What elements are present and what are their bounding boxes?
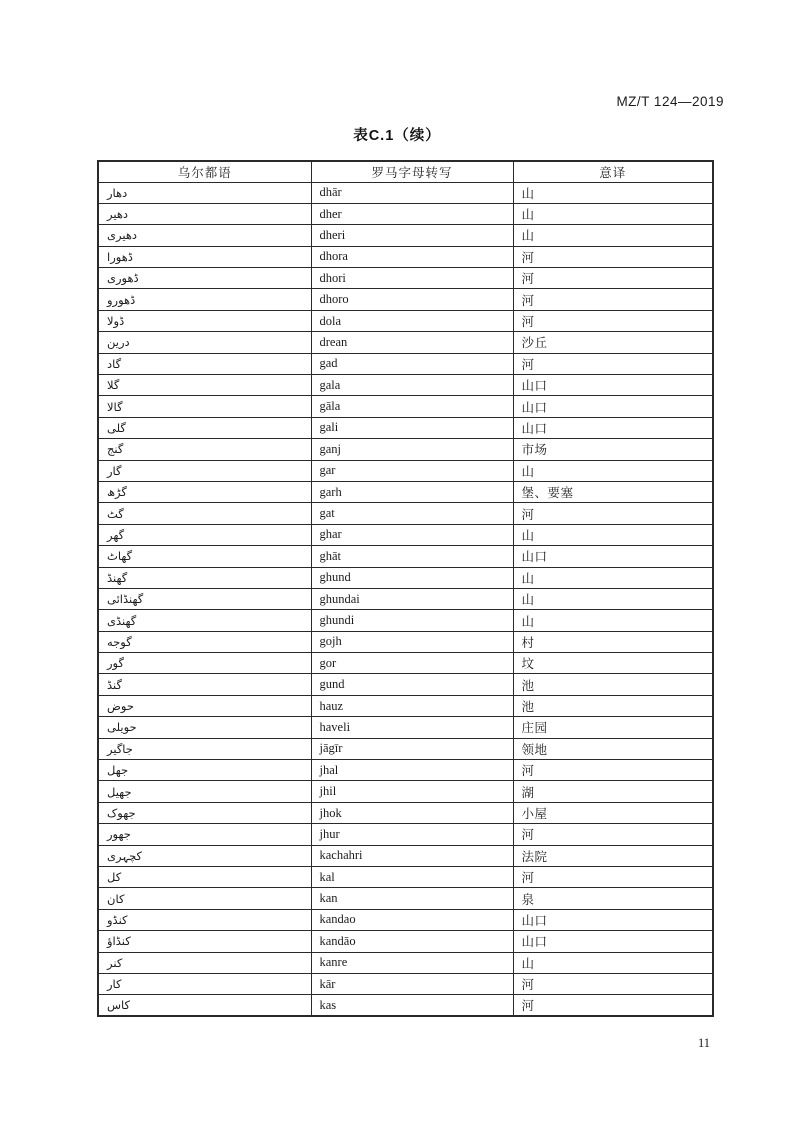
cell-roman: jhur xyxy=(311,824,513,845)
cell-meaning: 山 xyxy=(513,182,713,203)
cell-urdu: ڈولا xyxy=(98,310,311,331)
cell-roman: ghar xyxy=(311,524,513,545)
cell-meaning: 河 xyxy=(513,310,713,331)
cell-meaning: 河 xyxy=(513,867,713,888)
cell-urdu: ڈهورا xyxy=(98,246,311,267)
cell-urdu: گهر xyxy=(98,524,311,545)
cell-meaning: 村 xyxy=(513,631,713,652)
cell-roman: drean xyxy=(311,332,513,353)
cell-roman: gund xyxy=(311,674,513,695)
cell-meaning: 山口 xyxy=(513,931,713,952)
cell-roman: ghāt xyxy=(311,546,513,567)
table-row xyxy=(98,396,713,417)
standard-number: MZ/T 124—2019 xyxy=(616,94,724,109)
table-row xyxy=(98,588,713,609)
cell-meaning: 法院 xyxy=(513,845,713,866)
cell-urdu: حوض xyxy=(98,695,311,716)
cell-meaning: 河 xyxy=(513,973,713,994)
table-row xyxy=(98,674,713,695)
cell-roman: dher xyxy=(311,203,513,224)
cell-urdu: گهاٹ xyxy=(98,546,311,567)
table-row xyxy=(98,845,713,866)
cell-roman: kandao xyxy=(311,909,513,930)
cell-meaning: 河 xyxy=(513,246,713,267)
cell-meaning: 山 xyxy=(513,203,713,224)
cell-meaning: 河 xyxy=(513,353,713,374)
cell-roman: garh xyxy=(311,481,513,502)
table-row xyxy=(98,888,713,909)
cell-meaning: 领地 xyxy=(513,738,713,759)
cell-meaning: 泉 xyxy=(513,888,713,909)
cell-meaning: 河 xyxy=(513,503,713,524)
table-row xyxy=(98,867,713,888)
cell-urdu: جهل xyxy=(98,760,311,781)
cell-urdu: کنڈاؤ xyxy=(98,931,311,952)
table-row xyxy=(98,567,713,588)
table-row xyxy=(98,610,713,631)
cell-urdu: گڑھ xyxy=(98,481,311,502)
table-row xyxy=(98,310,713,331)
cell-urdu: جاگير xyxy=(98,738,311,759)
cell-meaning: 河 xyxy=(513,824,713,845)
table-row xyxy=(98,781,713,802)
table-row xyxy=(98,909,713,930)
cell-urdu: کنر xyxy=(98,952,311,973)
cell-roman: gojh xyxy=(311,631,513,652)
table-row xyxy=(98,952,713,973)
cell-meaning: 山 xyxy=(513,588,713,609)
table-row xyxy=(98,546,713,567)
cell-urdu: گهنڈائى xyxy=(98,588,311,609)
cell-roman: dheri xyxy=(311,225,513,246)
cell-meaning: 山口 xyxy=(513,375,713,396)
table-row xyxy=(98,760,713,781)
cell-meaning: 山 xyxy=(513,952,713,973)
column-header-romanization: 罗马字母转写 xyxy=(311,161,513,182)
table-title: 表C.1（续） xyxy=(353,128,441,144)
cell-roman: gad xyxy=(311,353,513,374)
cell-roman: kandāo xyxy=(311,931,513,952)
cell-urdu: جهوک xyxy=(98,802,311,823)
cell-meaning: 河 xyxy=(513,268,713,289)
cell-urdu: گنج xyxy=(98,439,311,460)
table-row xyxy=(98,332,713,353)
table-row xyxy=(98,695,713,716)
cell-urdu: جهور xyxy=(98,824,311,845)
table-row xyxy=(98,973,713,994)
table-row xyxy=(98,225,713,246)
cell-roman: kanre xyxy=(311,952,513,973)
cell-urdu: دهار xyxy=(98,182,311,203)
cell-meaning: 山 xyxy=(513,567,713,588)
table-row xyxy=(98,717,713,738)
cell-urdu: کچہرى xyxy=(98,845,311,866)
table-body xyxy=(98,182,713,1016)
cell-roman: dhori xyxy=(311,268,513,289)
table-row xyxy=(98,802,713,823)
table-row xyxy=(98,353,713,374)
table-row xyxy=(98,203,713,224)
cell-roman: ghund xyxy=(311,567,513,588)
cell-urdu: ڈهورو xyxy=(98,289,311,310)
cell-urdu: گهنڈى xyxy=(98,610,311,631)
table-row xyxy=(98,182,713,203)
cell-roman: dola xyxy=(311,310,513,331)
table-row xyxy=(98,481,713,502)
cell-meaning: 山 xyxy=(513,225,713,246)
cell-meaning: 河 xyxy=(513,289,713,310)
cell-roman: ganj xyxy=(311,439,513,460)
cell-roman: dhora xyxy=(311,246,513,267)
table-row xyxy=(98,268,713,289)
cell-roman: ghundi xyxy=(311,610,513,631)
cell-meaning: 河 xyxy=(513,995,713,1016)
cell-urdu: گاد xyxy=(98,353,311,374)
cell-meaning: 山 xyxy=(513,460,713,481)
cell-urdu: گور xyxy=(98,653,311,674)
cell-roman: ghundai xyxy=(311,588,513,609)
cell-roman: jāgīr xyxy=(311,738,513,759)
table-row xyxy=(98,931,713,952)
table-row xyxy=(98,503,713,524)
cell-meaning: 山口 xyxy=(513,396,713,417)
table-row xyxy=(98,824,713,845)
glossary-table xyxy=(97,160,714,1017)
header-row xyxy=(98,161,713,182)
cell-meaning: 山 xyxy=(513,610,713,631)
column-header-urdu: 乌尔都语 xyxy=(98,161,311,182)
cell-urdu: جهيل xyxy=(98,781,311,802)
cell-urdu: کاس xyxy=(98,995,311,1016)
cell-roman: kachahri xyxy=(311,845,513,866)
cell-meaning: 山口 xyxy=(513,417,713,438)
cell-roman: jhal xyxy=(311,760,513,781)
cell-meaning: 庄园 xyxy=(513,717,713,738)
cell-roman: kas xyxy=(311,995,513,1016)
cell-roman: haveli xyxy=(311,717,513,738)
cell-roman: kan xyxy=(311,888,513,909)
table-header xyxy=(98,161,713,182)
table-row xyxy=(98,524,713,545)
cell-meaning: 河 xyxy=(513,760,713,781)
cell-urdu: گهنڈ xyxy=(98,567,311,588)
table-row xyxy=(98,460,713,481)
cell-urdu: دهير xyxy=(98,203,311,224)
column-header-meaning: 意译 xyxy=(513,161,713,182)
cell-urdu: گلى xyxy=(98,417,311,438)
cell-roman: dhoro xyxy=(311,289,513,310)
cell-meaning: 湖 xyxy=(513,781,713,802)
cell-roman: jhil xyxy=(311,781,513,802)
cell-urdu: دهيرى xyxy=(98,225,311,246)
cell-meaning: 山口 xyxy=(513,909,713,930)
cell-roman: kār xyxy=(311,973,513,994)
cell-urdu: کان xyxy=(98,888,311,909)
cell-urdu: کار xyxy=(98,973,311,994)
cell-roman: kal xyxy=(311,867,513,888)
cell-roman: gali xyxy=(311,417,513,438)
cell-roman: gāla xyxy=(311,396,513,417)
cell-roman: hauz xyxy=(311,695,513,716)
cell-urdu: کل xyxy=(98,867,311,888)
cell-urdu: گٹ xyxy=(98,503,311,524)
cell-urdu: گنڈ xyxy=(98,674,311,695)
cell-roman: gar xyxy=(311,460,513,481)
table-row xyxy=(98,246,713,267)
cell-urdu: گالا xyxy=(98,396,311,417)
table-row xyxy=(98,653,713,674)
cell-meaning: 山 xyxy=(513,524,713,545)
cell-roman: gala xyxy=(311,375,513,396)
cell-meaning: 山口 xyxy=(513,546,713,567)
table-row xyxy=(98,995,713,1016)
table-row xyxy=(98,631,713,652)
cell-meaning: 坟 xyxy=(513,653,713,674)
cell-urdu: ڈهورى xyxy=(98,268,311,289)
cell-roman: dhār xyxy=(311,182,513,203)
cell-urdu: حويلى xyxy=(98,717,311,738)
cell-meaning: 市场 xyxy=(513,439,713,460)
cell-meaning: 沙丘 xyxy=(513,332,713,353)
cell-urdu: گلا xyxy=(98,375,311,396)
cell-urdu: گار xyxy=(98,460,311,481)
table-row xyxy=(98,375,713,396)
cell-urdu: درين xyxy=(98,332,311,353)
cell-roman: gat xyxy=(311,503,513,524)
cell-meaning: 堡、要塞 xyxy=(513,481,713,502)
cell-roman: gor xyxy=(311,653,513,674)
cell-urdu: کنڈو xyxy=(98,909,311,930)
cell-meaning: 池 xyxy=(513,674,713,695)
table-row xyxy=(98,289,713,310)
cell-urdu: گوجه xyxy=(98,631,311,652)
table-row xyxy=(98,417,713,438)
table-row xyxy=(98,439,713,460)
cell-meaning: 小屋 xyxy=(513,802,713,823)
table-row xyxy=(98,738,713,759)
cell-roman: jhok xyxy=(311,802,513,823)
page-number: 11 xyxy=(697,1036,710,1050)
cell-meaning: 池 xyxy=(513,695,713,716)
